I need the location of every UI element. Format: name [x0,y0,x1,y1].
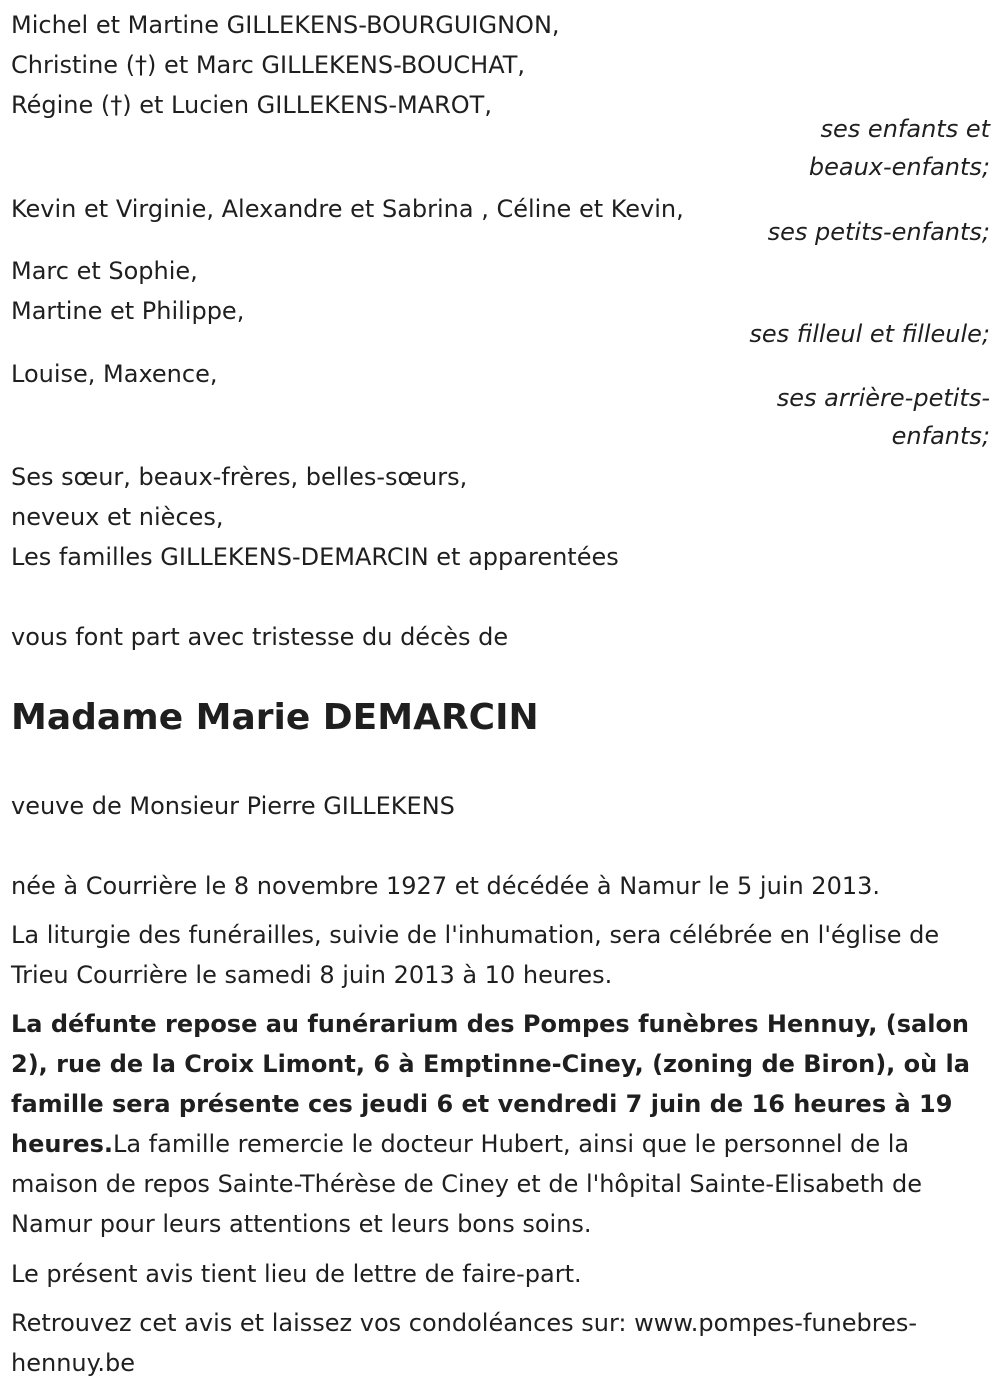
rest-paragraph [11,1004,990,1244]
child-line: Michel et Martine GILLEKENS-BOURGUIGNON, [11,11,560,39]
godchild-line: Marc et Sophie, [11,257,198,285]
role-label: enfants; [891,422,990,450]
liturgy-text: La liturgie des funérailles, suivie de l'inhumation, sera célébrée en l'église de Trieu Courrière le samedi 8 juin 2013 à 10 heures. [11,921,940,989]
role-label: ses arrière-petits- [776,384,990,412]
role-label: ses filleul et filleule; [749,320,990,348]
relatives-line: neveux et nièces, [11,503,224,531]
greatgrandchildren-line: Louise, Maxence, [11,360,218,388]
godchildren-role [11,315,990,353]
widow-of-text: veuve de Monsieur Pierre GILLEKENS [11,792,455,820]
relatives-line: Les familles GILLEKENS-DEMARCIN et apparentées [11,543,619,571]
children-list [11,5,990,125]
rest-bold-text: La défunte repose au funérarium des Pompes funèbres Hennuy, (salon 2), rue de la Croix Limont, 6 à Emptinne-Ciney, (zoning de Biron), où la famille sera présente ces jeudi 6 et vendredi 7 juin de 16 heures à 19 heures. [11,1010,970,1158]
role-label: ses petits-enfants; [767,218,990,246]
godchild-line: Martine et Philippe, [11,297,245,325]
grandchildren-line: Kevin et Virginie, Alexandre et Sabrina , Céline et Kevin, [11,195,684,223]
announcement-text: vous font part avec tristesse du décès de [11,623,509,651]
relatives-line: Ses sœur, beaux-frères, belles-sœurs, [11,463,468,491]
relatives-list [11,457,990,577]
condolences-paragraph [11,1303,990,1383]
notice-text: Le présent avis tient lieu de lettre de faire-part. [11,1260,582,1288]
widow-of [11,786,990,826]
child-line: Régine (†) et Lucien GILLEKENS-MAROT, [11,91,492,119]
role-label: ses enfants et [820,115,990,143]
birth-death-text: née à Courrière le 8 novembre 1927 et décédée à Namur le 5 juin 2013. [11,872,881,900]
condolences-text: Retrouvez cet avis et laissez vos condoléances sur: www.pompes-funebres-hennuy.be [11,1309,918,1377]
thanks-text: La famille remercie le docteur Hubert, ainsi que le personnel de la maison de repos Sainte-Thérèse de Ciney et de l'hôpital Sainte-Elisabeth de Namur pour leurs attentions et leurs bons soins. [11,1130,923,1238]
grandchildren-role [11,213,990,251]
notice-paragraph [11,1254,990,1294]
birth-death [11,866,990,906]
announcement [11,617,990,657]
children-role [11,110,990,186]
deceased-name-text: Madame Marie DEMARCIN [11,697,539,738]
role-label: beaux-enfants; [808,153,990,181]
deceased-name [11,696,990,740]
child-line: Christine (†) et Marc GILLEKENS-BOUCHAT, [11,51,526,79]
greatgrandchildren-role [11,379,990,455]
liturgy-paragraph [11,915,990,995]
